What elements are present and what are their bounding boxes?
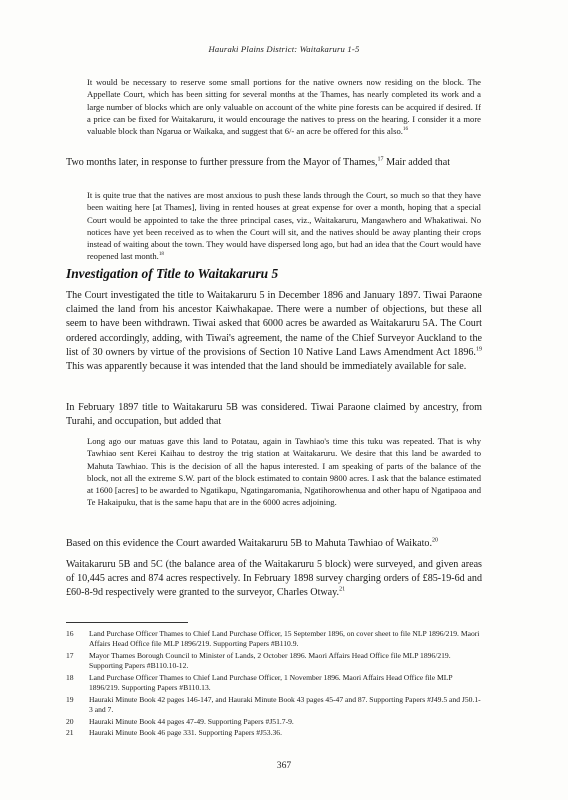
footnote-text: Hauraki Minute Book 46 page 331. Supporting Papers #J53.36. [89, 728, 282, 737]
footnote-text: Mayor Thames Borough Council to Minister of Lands, 2 October 1896. Maori Affairs Head Office file MLP 1896/219. Supporting Papers #B110.10-12. [89, 651, 451, 670]
paragraph-1-text: Two months later, in response to further pressure from the Mayor of Thames, [66, 157, 378, 168]
footnote-text: Hauraki Minute Book 44 pages 47-49. Supporting Papers #J51.7-9. [89, 717, 294, 726]
quote-1-text: It would be necessary to reserve some small portions for the native owners now residing on the block. The Appellate Court, which has been sitting for several months at the Thames, has nearly completed its work and a large number of blocks which are only valuable on account of the white pine forests can be acquired if desired. If a price can be fixed for Waitakaruru, it would encourage the natives to press on the hearing. I consider it a more valuable block than Ngarua or Waikaka, and suggest that 6/- an acre be offered for this also. [87, 77, 481, 137]
footnote-ref-17[interactable]: 17 [377, 156, 384, 163]
quote-2-text: It is quite true that the natives are most anxious to push these lands through the Court, so much so that they have been waiting here [at Thames], living in rented houses at great expense for over a month, hoping that a special Court would be appointed to take the three principal cases, viz., Waitakaruru, Mangawhero and Whakatiwai. No notices have yet been received as to when the Court will sit, and the natives should be away planting their crops instead of waiting about the town. They would have dispersed long ago, but had an idea that the Court would have reopened last month. [87, 190, 481, 262]
footnote-ref-21[interactable]: 21 [339, 587, 346, 594]
running-header: Hauraki Plains District: Waitakaruru 1-5 [208, 44, 360, 54]
paragraph-2-text: The Court investigated the title to Waitakaruru 5 in December 1896 and January 1897. Tiwai Paraone claimed the land from his ancestor Kaiwhakapae. There were a number of objections, but these all seem to have been withdrawn. Tiwai asked that 6000 acres be awarded as Waitakaruru 5A. The Court ordered accordingly, adding, with Tiwai's agreement, the name of the Chief Surveyor Auckland to the list of 30 owners by virtue of the provisions of Section 10 Native Land Laws Amendment Act 1896. [66, 290, 482, 358]
footnote-18 [66, 673, 482, 692]
paragraph-1-text-after: Mair added that [383, 157, 451, 168]
footnote-17 [66, 651, 482, 670]
footnote-21 [66, 728, 482, 738]
footnote-number: 17 [66, 651, 74, 660]
footnote-number: 21 [66, 728, 74, 737]
paragraph-2-text-after: This was apparently because it was intended that the land should be immediately available for sale. [66, 361, 467, 373]
footnote-ref-19[interactable]: 19 [475, 346, 482, 353]
quote-block-3 [87, 435, 481, 509]
footnote-20 [66, 717, 482, 727]
paragraph-5 [66, 558, 482, 601]
paragraph-2 [66, 289, 482, 374]
footnote-text: Hauraki Minute Book 42 pages 146-147, and Hauraki Minute Book 43 pages 45-47 and 87. Supporting Papers #J49.5 and J50.1-3 and 7. [89, 695, 481, 714]
footnote-ref-18[interactable]: 18 [158, 251, 164, 258]
paragraph-4 [66, 537, 482, 551]
paragraph-1 [66, 156, 482, 170]
footnote-number: 18 [66, 673, 74, 682]
footnote-ref-16[interactable]: 16 [402, 126, 409, 133]
paragraph-3-text: In February 1897 title to Waitakaruru 5B was considered. Tiwai Paraone claimed by ancestry, from Turahi, and occupation, but added that [66, 402, 482, 428]
footnote-text: Land Purchase Officer Thames to Chief Land Purchase Officer, 15 September 1896, on cover sheet to file NLP 1896/219. Maori Affairs Head Office file MLP 1896/219. Supporting Papers #B110.9. [89, 629, 480, 648]
footnote-divider [66, 622, 188, 623]
footnote-number: 20 [66, 717, 74, 726]
footnote-ref-20[interactable]: 20 [432, 537, 439, 544]
footnote-19 [66, 695, 482, 714]
quote-3-text: Long ago our matuas gave this land to Potatau, again in Tawhiao's time this tuku was repeated. That is why Tawhiao sent Kerei Kaihau to destroy the trig station at Waitakaruru. We desire that this land be awarded to Mahuta Tawhiao. This is the decision of all the hapus interested. I am speaking of parts of the balance of the block, not all the extreme S.W. part of the block estimated to contain 9800 acres. I ask that the balance estimated at 1600 [acres] to be awarded to Ngatikapu, Ngatingaromania, Ngatihorowhenua and other hapu of Ngatipaoa and Te Hakaipuku, that is the same hapu that are in the 6000 acres adjoining. [87, 436, 481, 508]
footnote-16 [66, 629, 482, 648]
paragraph-4-text: Based on this evidence the Court awarded Waitakaruru 5B to Mahuta Tawhiao of Waikato. [66, 538, 432, 549]
quote-block-2 [87, 189, 481, 263]
footnote-number: 19 [66, 695, 74, 704]
quote-block-1 [87, 76, 481, 137]
paragraph-5-text: Waitakaruru 5B and 5C (the balance area of the Waitakaruru 5 block) were surveyed, and given areas of 10,445 acres and 874 acres respectively. In February 1898 survey charging orders of £85-19-6d and £60-8-9d respectively were granted to the surveyor, Charles Otway. [66, 559, 482, 599]
paragraph-3 [66, 401, 482, 429]
footnote-number: 16 [66, 629, 74, 638]
section-heading: Investigation of Title to Waitakaruru 5 [66, 266, 279, 281]
footnote-text: Land Purchase Officer Thames to Chief Land Purchase Officer, 1 November 1896. Maori Affairs Head Office file MLP 1896/219. Supporting Papers #B110.13. [89, 673, 453, 692]
page-number: 367 [276, 760, 292, 771]
